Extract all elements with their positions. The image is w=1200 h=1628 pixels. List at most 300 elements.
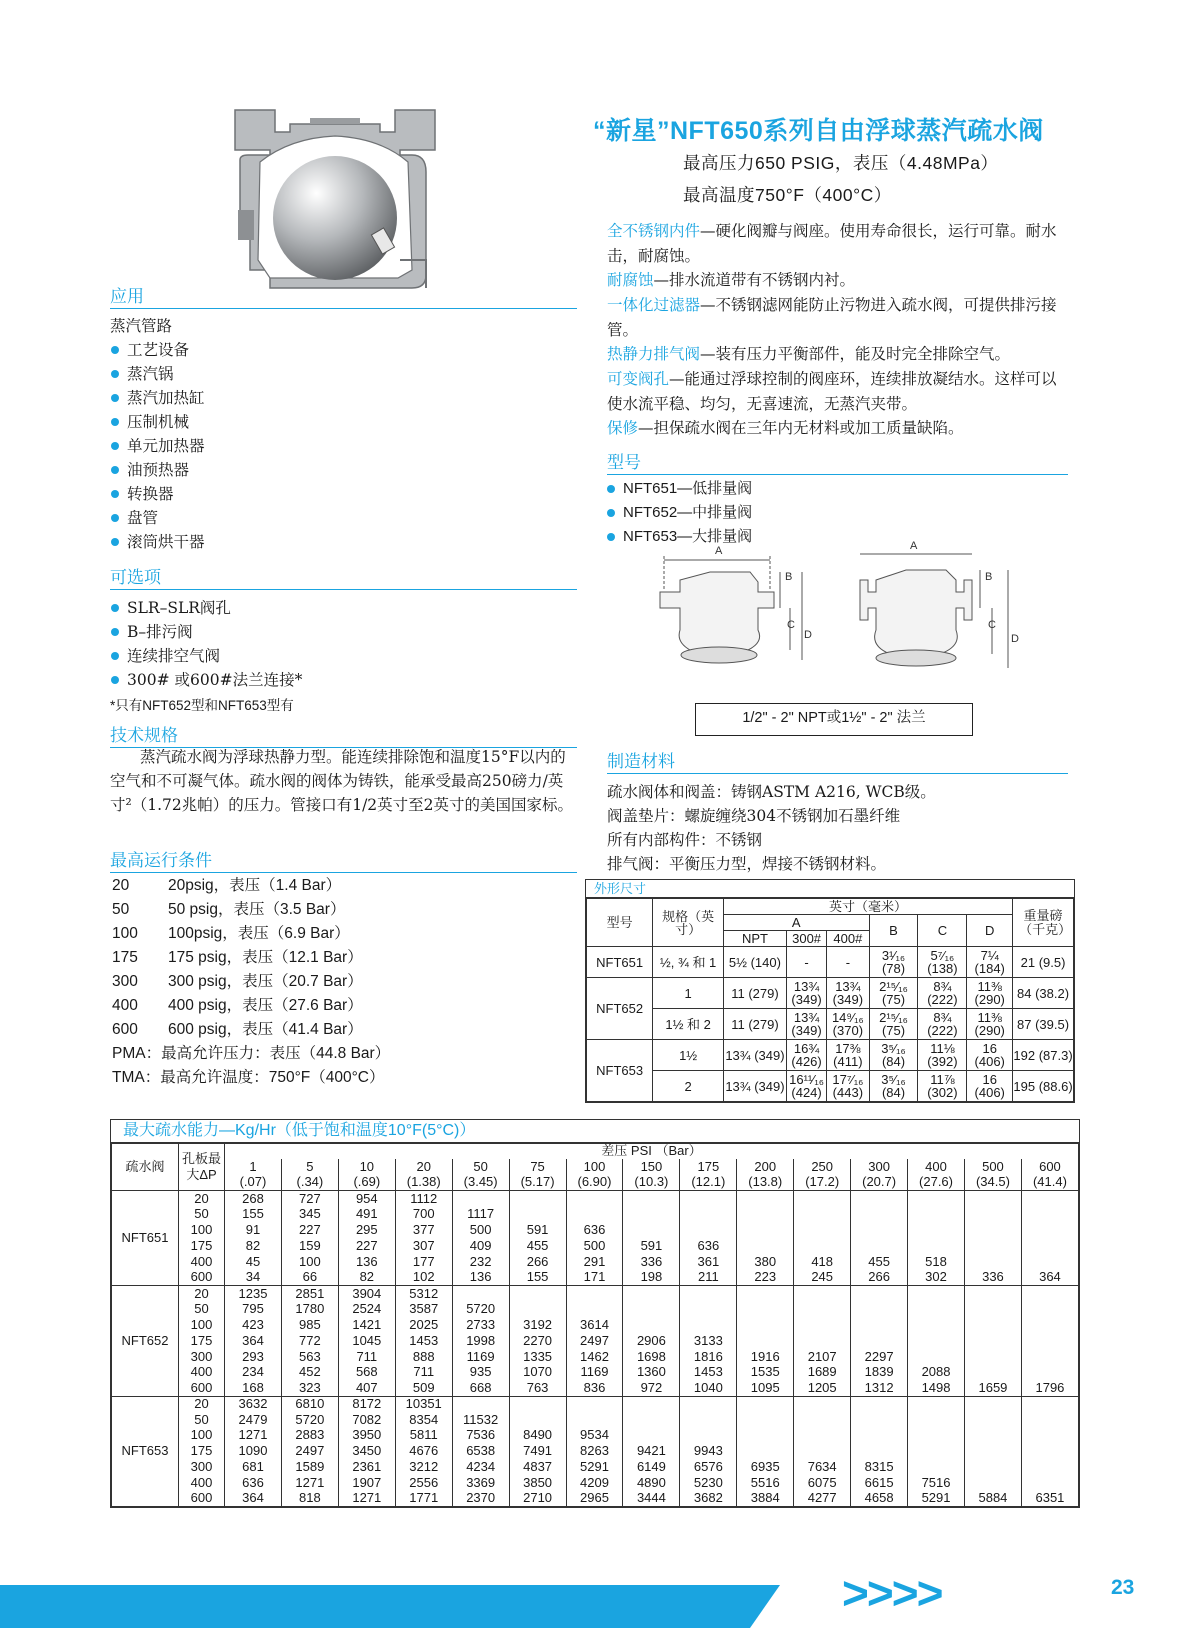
capacity-cell: 1169 xyxy=(566,1365,623,1381)
capacity-cell: 500 xyxy=(452,1222,509,1238)
capacity-cell xyxy=(1021,1254,1078,1270)
dp-value: 300 xyxy=(851,1159,908,1175)
capacity-cell xyxy=(964,1191,1021,1207)
capacity-cell: 1698 xyxy=(623,1349,680,1365)
capacity-cell: 168 xyxy=(225,1380,282,1396)
capacity-cell: 1271 xyxy=(281,1475,338,1491)
capacity-cell: 1771 xyxy=(395,1491,452,1507)
capacity-cell: 1453 xyxy=(680,1365,737,1381)
orifice-max: 300 xyxy=(179,1459,225,1475)
capacity-cell xyxy=(794,1317,851,1333)
capacity-cell xyxy=(908,1238,965,1254)
capacity-cell: 1907 xyxy=(338,1475,395,1491)
capacity-cell: 1689 xyxy=(794,1365,851,1381)
capacity-cell: 568 xyxy=(338,1365,395,1381)
capacity-cell xyxy=(908,1396,965,1412)
dp-bar: (13.8) xyxy=(737,1175,794,1191)
capacity-cell: 1090 xyxy=(225,1444,282,1460)
capacity-cell: 668 xyxy=(452,1380,509,1396)
capacity-cell: 509 xyxy=(395,1380,452,1396)
capacity-cell: 9421 xyxy=(623,1444,680,1460)
capacity-cell: 1169 xyxy=(452,1349,509,1365)
capacity-cell xyxy=(566,1396,623,1412)
capacity-cell: 1589 xyxy=(281,1459,338,1475)
capacity-cell: 711 xyxy=(338,1349,395,1365)
list-item: B–排污阀 xyxy=(111,620,302,644)
list-item: TMA：最高允许温度：750°F（400°C） xyxy=(112,1069,385,1086)
capacity-cell: 3133 xyxy=(680,1333,737,1349)
capacity-cell xyxy=(851,1301,908,1317)
capacity-cell: 1335 xyxy=(509,1349,566,1365)
capacity-cell xyxy=(566,1412,623,1428)
capacity-cell xyxy=(851,1333,908,1349)
specs-heading: 技术规格 xyxy=(110,721,577,748)
orifice-max: 600 xyxy=(179,1491,225,1507)
list-item: 400 400 psig，表压（27.6 Bar） xyxy=(112,997,363,1014)
capacity-cell xyxy=(851,1444,908,1460)
options-heading: 可选项 xyxy=(110,563,577,590)
capacity-cell: 345 xyxy=(281,1207,338,1223)
capacity-cell xyxy=(680,1396,737,1412)
capacity-cell xyxy=(509,1301,566,1317)
table-row xyxy=(112,1349,1079,1365)
capacity-cell xyxy=(908,1317,965,1333)
orifice-max: 300 xyxy=(179,1349,225,1365)
list-item: 175 175 psig，表压（12.1 Bar） xyxy=(112,949,363,966)
capacity-cell xyxy=(964,1412,1021,1428)
capacity-cell xyxy=(623,1286,680,1302)
capacity-cell xyxy=(794,1333,851,1349)
capacity-cell: 3850 xyxy=(509,1475,566,1491)
capacity-cell: 5516 xyxy=(737,1475,794,1491)
dp-bar: (17.2) xyxy=(794,1175,851,1191)
capacity-cell: 6935 xyxy=(737,1459,794,1475)
capacity-cell: 177 xyxy=(395,1254,452,1270)
capacity-cell: 323 xyxy=(281,1380,338,1396)
capacity-cell xyxy=(908,1286,965,1302)
capacity-cell xyxy=(737,1191,794,1207)
capacity-cell: 245 xyxy=(794,1270,851,1286)
capacity-cell: 888 xyxy=(395,1349,452,1365)
list-item: 转换器 xyxy=(111,482,205,506)
list-item: 300 300 psig，表压（20.7 Bar） xyxy=(112,973,363,990)
capacity-cell: 34 xyxy=(225,1270,282,1286)
capacity-cell xyxy=(908,1428,965,1444)
capacity-cell: 336 xyxy=(964,1270,1021,1286)
table-row xyxy=(112,1380,1079,1396)
capacity-cell: 4837 xyxy=(509,1459,566,1475)
capacity-cell xyxy=(794,1191,851,1207)
list-item: 疏水阀体和阀盖：铸钢ASTM A216, WCB级。 xyxy=(607,783,936,801)
capacity-cell xyxy=(737,1207,794,1223)
subtitle-temperature: 最高温度750°F（400°C） xyxy=(683,185,892,205)
capacity-cell xyxy=(1021,1365,1078,1381)
capacity-cell: 3587 xyxy=(395,1301,452,1317)
capacity-cell: 361 xyxy=(680,1254,737,1270)
application-heading: 应用 xyxy=(110,282,577,309)
svg-text:D: D xyxy=(1011,633,1019,645)
list-item: 阀盖垫片：螺旋缠绕304不锈钢加石墨纤维 xyxy=(607,807,901,825)
capacity-cell: 4658 xyxy=(851,1491,908,1507)
capacity-cell: 1998 xyxy=(452,1333,509,1349)
dp-value: 10 xyxy=(338,1159,395,1175)
table-row xyxy=(112,1286,1079,1302)
dp-value: 100 xyxy=(566,1159,623,1175)
capacity-cell: 336 xyxy=(623,1254,680,1270)
capacity-cell xyxy=(680,1428,737,1444)
list-item: 油预热器 xyxy=(111,458,205,482)
capacity-cell: 2497 xyxy=(281,1444,338,1460)
conditions-heading: 最高运行条件 xyxy=(110,846,577,873)
feature-key: 保修 xyxy=(607,420,639,437)
capacity-cell: 700 xyxy=(395,1207,452,1223)
list-item: 所有内部构件：不锈钢 xyxy=(607,831,763,849)
orifice-max: 100 xyxy=(179,1317,225,1333)
list-item: 600 600 psig，表压（41.4 Bar） xyxy=(112,1021,363,1038)
list-item: 工艺设备 xyxy=(111,338,205,362)
orifice-max: 100 xyxy=(179,1428,225,1444)
capacity-cell xyxy=(908,1412,965,1428)
capacity-cell: 5811 xyxy=(395,1428,452,1444)
capacity-cell xyxy=(737,1301,794,1317)
capacity-cell: 8263 xyxy=(566,1444,623,1460)
svg-text:C: C xyxy=(787,619,795,631)
capacity-cell: 211 xyxy=(680,1270,737,1286)
capacity-cell: 3884 xyxy=(737,1491,794,1507)
capacity-cell: 364 xyxy=(225,1491,282,1507)
orifice-max: 400 xyxy=(179,1365,225,1381)
capacity-cell: 2497 xyxy=(566,1333,623,1349)
capacity-cell: 4890 xyxy=(623,1475,680,1491)
capacity-cell xyxy=(566,1301,623,1317)
dp-bar: (10.3) xyxy=(623,1175,680,1191)
capacity-cell xyxy=(964,1396,1021,1412)
dp-bar: (.07) xyxy=(225,1175,282,1191)
capacity-cell: 3192 xyxy=(509,1317,566,1333)
capacity-cell: 5720 xyxy=(281,1412,338,1428)
conditions-list xyxy=(112,874,390,1090)
capacity-cell: 3444 xyxy=(623,1491,680,1507)
capacity-cell xyxy=(851,1396,908,1412)
capacity-cell xyxy=(964,1333,1021,1349)
orifice-max: 50 xyxy=(179,1301,225,1317)
capacity-cell: 4234 xyxy=(452,1459,509,1475)
capacity-cell xyxy=(680,1286,737,1302)
capacity-cell xyxy=(623,1207,680,1223)
capacity-cell: 171 xyxy=(566,1270,623,1286)
capacity-cell: 302 xyxy=(908,1270,965,1286)
capacity-cell: 1112 xyxy=(395,1191,452,1207)
list-item: NFT651—低排量阀 xyxy=(607,477,752,501)
capacity-cell: 972 xyxy=(623,1380,680,1396)
capacity-cell xyxy=(737,1444,794,1460)
capacity-cell: 364 xyxy=(1021,1270,1078,1286)
capacity-cell: 4676 xyxy=(395,1444,452,1460)
capacity-cell: 91 xyxy=(225,1222,282,1238)
capacity-cell xyxy=(737,1396,794,1412)
capacity-cell xyxy=(566,1286,623,1302)
capacity-cell: 591 xyxy=(623,1238,680,1254)
capacity-cell xyxy=(908,1191,965,1207)
capacity-cell xyxy=(509,1396,566,1412)
orifice-max: 600 xyxy=(179,1270,225,1286)
capacity-cell: 452 xyxy=(281,1365,338,1381)
orifice-max: 20 xyxy=(179,1396,225,1412)
capacity-cell xyxy=(794,1301,851,1317)
capacity-cell xyxy=(623,1222,680,1238)
table-row xyxy=(112,1459,1079,1475)
capacity-cell xyxy=(851,1191,908,1207)
capacity-cell: 1235 xyxy=(225,1286,282,1302)
capacity-cell: 636 xyxy=(225,1475,282,1491)
capacity-cell xyxy=(1021,1286,1078,1302)
capacity-cell: 409 xyxy=(452,1238,509,1254)
application-first: 蒸汽管路 xyxy=(110,317,173,335)
capacity-cell: 1312 xyxy=(851,1380,908,1396)
capacity-cell: 8490 xyxy=(509,1428,566,1444)
table-row xyxy=(112,1475,1079,1491)
capacity-cell xyxy=(964,1301,1021,1317)
capacity-cell: 1360 xyxy=(623,1365,680,1381)
orifice-max: 175 xyxy=(179,1238,225,1254)
capacity-cell xyxy=(1021,1191,1078,1207)
capacity-cell xyxy=(964,1428,1021,1444)
capacity-cell xyxy=(623,1317,680,1333)
capacity-cell: 954 xyxy=(338,1191,395,1207)
valve-illustration xyxy=(230,110,440,290)
list-item: 盘管 xyxy=(111,506,205,530)
dp-value: 400 xyxy=(908,1159,965,1175)
capacity-cell: 6351 xyxy=(1021,1491,1078,1507)
capacity-cell: 11532 xyxy=(452,1412,509,1428)
capacity-cell xyxy=(680,1317,737,1333)
capacity-cell: 7516 xyxy=(908,1475,965,1491)
capacity-cell: 266 xyxy=(509,1254,566,1270)
capacity-cell: 3614 xyxy=(566,1317,623,1333)
capacity-table: 最大疏水能力—Kg/Hr（低于饱和温度10°F(5°C)） 疏水阀 孔板最大ΔP 差压 PSI （Bar） 1 5 10 20 50 75 100 150 175 200 250 300 400 500 600 (.07) (.34) (.69) (1.38) (3.45) (5.17) (6.90) (10.3) (12.1) (13.8) (17.2) (20.7) (27.6) (34.5) (41.4) NFT651 20 268 727 954 1112 50 155 345 491 700 1117 100 91 227 295 377 500 591 636 175 82 159 227 307 409 455 500 591 636 400 45 100 136 177 232 266 291 336 361 380 418 455 518 600 34 66 82 102 136 155 171 198 211 223 245 266 302 336 364 NFT652 20 1235 2851 3904 5312 50 795 1780 2524 3587 5720 100 423 985 1421 2025 2733 3192 3614 175 364 772 1045 1453 1998 2270 2497 2906 3133 300 293 563 711 888 1169 1335 1462 1698 1816 1916 2107 2297 400 234 452 568 711 935 1070 1169 1360 1453 1535 1689 1839 2088 600 168 323 407 509 668 763 836 972 1040 1095 1205 1312 1498 1659 1796 NFT653 20 3632 6810 8172 10351 50 2479 5720 7082 8354 11532 100 1271 2883 3950 5811 7536 8490 9534 175 1090 2497 3450 4676 6538 7491 8263 9421 9943 300 681 1589 2361 3212 4234 4837 5291 6149 6576 6935 7634 8315 400 636 1271 1907 2556 3369 3850 4209 4890 5230 5516 6075 6615 7516 600 364 818 1271 1771 2370 2710 2965 3444 3682 3884 4277 4658 5291 5884 6351 xyxy=(110,1119,1080,1508)
capacity-cell: 136 xyxy=(452,1270,509,1286)
capacity-cell xyxy=(851,1238,908,1254)
capacity-cell: 6810 xyxy=(281,1396,338,1412)
capacity-cell xyxy=(794,1412,851,1428)
dp-value: 20 xyxy=(395,1159,452,1175)
capacity-cell xyxy=(566,1191,623,1207)
orifice-max: 175 xyxy=(179,1444,225,1460)
capacity-cell: 66 xyxy=(281,1270,338,1286)
capacity-cell xyxy=(680,1207,737,1223)
feature-item: 一体化过滤器—不锈钢滤网能防止污物进入疏水阀，可提供排污接管。 xyxy=(607,296,1057,339)
model-list xyxy=(607,477,752,549)
capacity-cell xyxy=(851,1286,908,1302)
page-title: “新星”NFT650系列自由浮球蒸汽疏水阀 xyxy=(593,117,1044,145)
capacity-cell: 7082 xyxy=(338,1412,395,1428)
capacity-cell xyxy=(452,1396,509,1412)
capacity-cell: 5291 xyxy=(908,1491,965,1507)
capacity-cell: 293 xyxy=(225,1349,282,1365)
dp-value: 200 xyxy=(737,1159,794,1175)
capacity-cell: 985 xyxy=(281,1317,338,1333)
table-row xyxy=(112,1238,1079,1254)
capacity-cell xyxy=(964,1207,1021,1223)
capacity-cell: 234 xyxy=(225,1365,282,1381)
capacity-cell: 636 xyxy=(566,1222,623,1238)
capacity-cell xyxy=(623,1412,680,1428)
capacity-cell xyxy=(1021,1207,1078,1223)
capacity-cell xyxy=(509,1191,566,1207)
capacity-cell xyxy=(509,1286,566,1302)
capacity-cell xyxy=(737,1317,794,1333)
capacity-cell xyxy=(1021,1349,1078,1365)
capacity-cell xyxy=(1021,1317,1078,1333)
feature-key: 耐腐蚀 xyxy=(607,272,654,289)
capacity-cell: 6576 xyxy=(680,1459,737,1475)
capacity-cell: 1780 xyxy=(281,1301,338,1317)
footer-band xyxy=(0,1570,1200,1628)
table-row xyxy=(112,1317,1079,1333)
trap-model: NFT651 xyxy=(112,1191,179,1286)
orifice-max: 20 xyxy=(179,1191,225,1207)
table-row xyxy=(112,1301,1079,1317)
list-item: 蒸汽加热缸 xyxy=(111,386,205,410)
capacity-cell xyxy=(851,1428,908,1444)
capacity-cell: 491 xyxy=(338,1207,395,1223)
capacity-cell: 5291 xyxy=(566,1459,623,1475)
capacity-cell xyxy=(452,1191,509,1207)
dp-value: 600 xyxy=(1021,1159,1078,1175)
capacity-cell xyxy=(964,1349,1021,1365)
capacity-cell xyxy=(680,1222,737,1238)
capacity-cell: 1070 xyxy=(509,1365,566,1381)
capacity-cell: 7491 xyxy=(509,1444,566,1460)
list-item: 压制机械 xyxy=(111,410,205,434)
capacity-cell xyxy=(680,1301,737,1317)
capacity-cell: 3904 xyxy=(338,1286,395,1302)
capacity-cell: 727 xyxy=(281,1191,338,1207)
capacity-cell: 4277 xyxy=(794,1491,851,1507)
capacity-cell xyxy=(794,1207,851,1223)
capacity-cell: 1421 xyxy=(338,1317,395,1333)
capacity-cell: 2107 xyxy=(794,1349,851,1365)
capacity-cell: 136 xyxy=(338,1254,395,1270)
capacity-cell: 2270 xyxy=(509,1333,566,1349)
table-row xyxy=(112,1254,1079,1270)
svg-text:D: D xyxy=(804,629,812,641)
application-list xyxy=(111,338,205,554)
dp-value: 50 xyxy=(452,1159,509,1175)
capacity-cell xyxy=(1021,1428,1078,1444)
materials-list xyxy=(607,780,936,876)
capacity-cell xyxy=(964,1317,1021,1333)
table-row xyxy=(112,1207,1079,1223)
dimension-drawing xyxy=(640,540,1050,695)
capacity-cell xyxy=(794,1428,851,1444)
capacity-cell xyxy=(794,1238,851,1254)
capacity-cell: 1839 xyxy=(851,1365,908,1381)
table-row xyxy=(112,1191,1079,1207)
dp-bar: (.69) xyxy=(338,1175,395,1191)
capacity-cell xyxy=(1021,1412,1078,1428)
feature-item: 热静力排气阀—装有压力平衡部件，能及时完全排除空气。 xyxy=(607,345,1011,363)
capacity-cell xyxy=(851,1412,908,1428)
capacity-cell: 307 xyxy=(395,1238,452,1254)
capacity-cell: 7536 xyxy=(452,1428,509,1444)
capacity-cell: 2479 xyxy=(225,1412,282,1428)
capacity-cell: 155 xyxy=(509,1270,566,1286)
capacity-cell xyxy=(964,1459,1021,1475)
capacity-cell xyxy=(964,1286,1021,1302)
dp-bar: (3.45) xyxy=(452,1175,509,1191)
list-item: 单元加热器 xyxy=(111,434,205,458)
table-row xyxy=(112,1491,1079,1507)
dimensions-table: 外形尺寸 型号 规格（英寸） 英寸（毫米） 重量磅（千克） A B C D NPT 300# 400# NFT651 ½, ¾ 和 1 5½ (140) - - 3¹⁄₁₆ (78) 5⁷⁄₁₆ (138) 7¼ (184) 21 (9.5) NFT652 1 11 (279) 13¾ (349) 13¾ (349) 2¹⁵⁄₁₆ (75) 8¾ (222) 11⅜ (290) 84 (38.2) 1½ 和 2 11 (279) 13¾ (349) 14⁹⁄₁₆ (370) 2¹⁵⁄₁₆ (75) 8¾ (222) 11⅜ (290) 87 (39.5) NFT653 1½ 13¾ (349) 16¾ (426) 17⅜ (411) 3⁵⁄₁₆ (84) 11⅛ (392) 16 (406) 192 (87.3) 2 13¾ (349) 16¹¹⁄₁₆ (424) 17⁷⁄₁₆ (443) 3⁵⁄₁₆ (84) 11⅞ (302) 16 (406) 195 (88.6) xyxy=(585,879,1075,1103)
capacity-cell: 1095 xyxy=(737,1380,794,1396)
capacity-cell xyxy=(908,1333,965,1349)
capacity-cell: 223 xyxy=(737,1270,794,1286)
orifice-max: 400 xyxy=(179,1475,225,1491)
capacity-cell xyxy=(737,1238,794,1254)
list-item: 排气阀：平衡压力型，焊接不锈钢材料。 xyxy=(607,855,887,873)
capacity-cell: 7634 xyxy=(794,1459,851,1475)
options-note: *只有NFT652型和NFT653型有 xyxy=(110,698,294,713)
capacity-cell xyxy=(623,1428,680,1444)
svg-text:A: A xyxy=(715,545,723,557)
page-number: 23 xyxy=(1111,1576,1135,1599)
table-row xyxy=(112,1333,1079,1349)
dp-bar: (41.4) xyxy=(1021,1175,1078,1191)
capacity-cell: 418 xyxy=(794,1254,851,1270)
features xyxy=(607,219,1062,441)
table-row xyxy=(112,1222,1079,1238)
capacity-cell: 5230 xyxy=(680,1475,737,1491)
dp-bar: (20.7) xyxy=(851,1175,908,1191)
capacity-cell xyxy=(737,1412,794,1428)
feature-key: 一体化过滤器 xyxy=(607,297,701,314)
capacity-cell: 295 xyxy=(338,1222,395,1238)
capacity-cell xyxy=(964,1365,1021,1381)
capacity-cell: 2088 xyxy=(908,1365,965,1381)
capacity-cell: 935 xyxy=(452,1365,509,1381)
capacity-cell: 563 xyxy=(281,1349,338,1365)
capacity-cell: 2370 xyxy=(452,1491,509,1507)
capacity-cell: 1117 xyxy=(452,1207,509,1223)
capacity-cell: 1816 xyxy=(680,1349,737,1365)
orifice-max: 100 xyxy=(179,1222,225,1238)
feature-key: 可变阀孔 xyxy=(607,371,670,388)
orifice-max: 20 xyxy=(179,1286,225,1302)
model-heading: 型号 xyxy=(607,448,1068,475)
capacity-cell xyxy=(509,1412,566,1428)
trap-model: NFT652 xyxy=(112,1286,179,1397)
capacity-cell: 2883 xyxy=(281,1428,338,1444)
capacity-cell xyxy=(908,1349,965,1365)
capacity-cell: 2297 xyxy=(851,1349,908,1365)
dp-bar: (34.5) xyxy=(964,1175,1021,1191)
capacity-cell xyxy=(851,1317,908,1333)
capacity-cell xyxy=(964,1222,1021,1238)
capacity-cell: 836 xyxy=(566,1380,623,1396)
feature-key: 全不锈钢内件 xyxy=(607,223,701,240)
capacity-cell xyxy=(1021,1475,1078,1491)
capacity-cell: 82 xyxy=(338,1270,395,1286)
svg-text:B: B xyxy=(985,571,993,583)
capacity-cell: 1271 xyxy=(338,1491,395,1507)
capacity-cell: 591 xyxy=(509,1222,566,1238)
capacity-cell: 3632 xyxy=(225,1396,282,1412)
list-item: NFT653—大排量阀 xyxy=(607,525,752,549)
capacity-cell xyxy=(908,1222,965,1238)
capacity-cell xyxy=(680,1191,737,1207)
capacity-cell: 455 xyxy=(509,1238,566,1254)
